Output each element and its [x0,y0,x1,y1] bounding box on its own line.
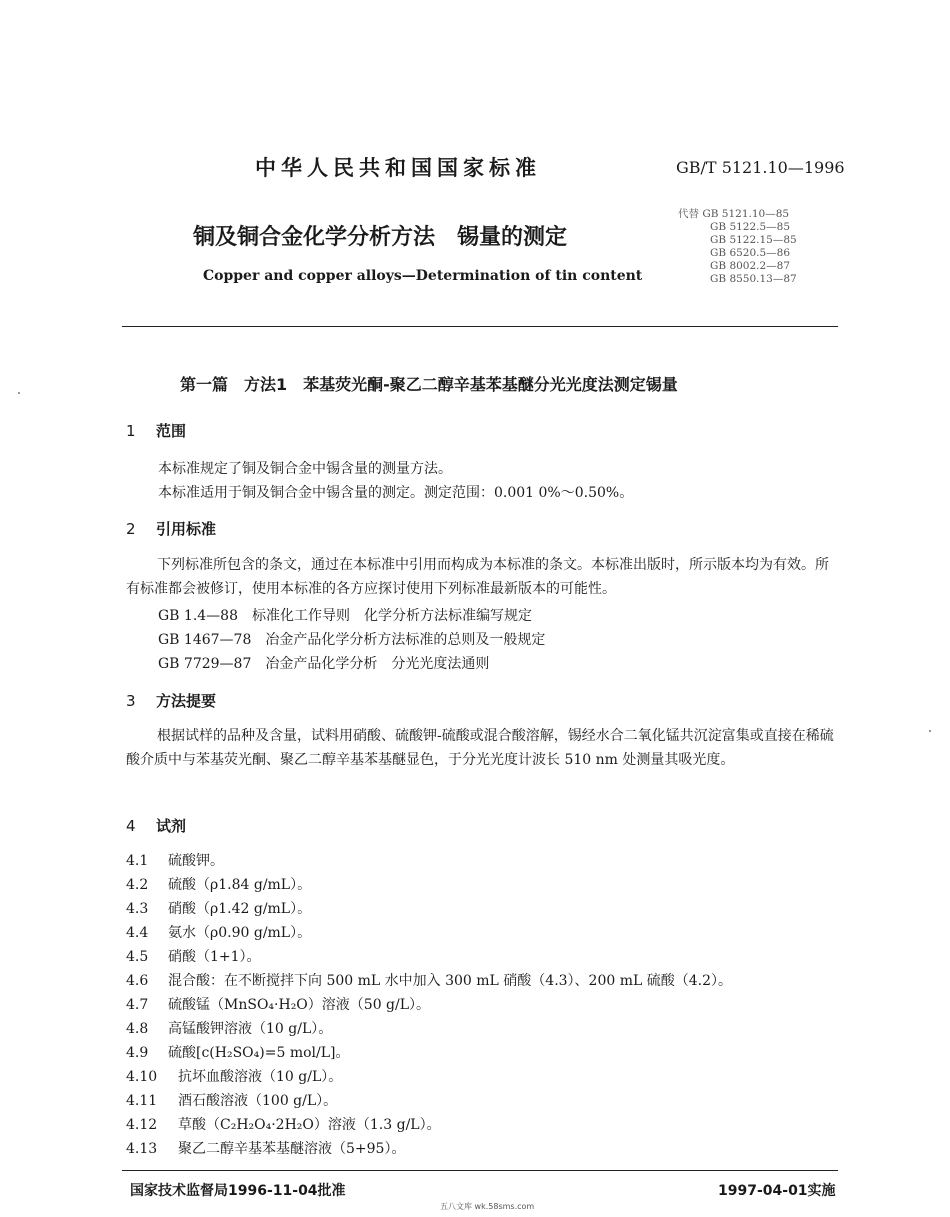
section-number: 1 [126,422,136,440]
paragraph [126,553,838,601]
replaces-item: GB 6520.5—86 [710,247,791,259]
footer-divider [122,1170,838,1171]
replaces-item: 代替 GB 5121.10—85 [678,208,790,220]
section-number: 2 [126,520,136,538]
section-title: 试剂 [156,817,187,835]
agency-title: 中华人民共和国国家标准 [255,156,541,180]
section-number: 4 [126,817,136,835]
reference-item: GB 7729—87 冶金产品化学分析 分光光度法通则 [158,656,490,672]
scan-speck [929,730,931,732]
section-title: 范围 [156,422,187,440]
section-title: 方法提要 [156,692,217,710]
part-title: 第一篇 方法1 苯基荧光酮-聚乙二醇辛基苯基醚分光光度法测定锡量 [180,375,678,394]
paragraph [126,724,838,772]
watermark-text: 五八文库 wk.58sms.com [440,1202,535,1211]
reagent-item: 4.3 硝酸（ρ1.42 g/mL）。 [126,901,312,917]
replaces-item: GB 5122.15—85 [710,234,797,246]
replaces-item: GB 8550.13—87 [710,273,797,285]
section-heading-3 [126,690,216,711]
section-heading-4 [126,815,186,836]
standard-code: GB/T 5121.10—1996 [676,158,845,177]
paragraph-text: 根据试样的品种及含量，试料用硝酸、硫酸钾-硫酸或混合酸溶解，锡经水合二氧化锰共沉淀富集或直接在稀硫酸介质中与苯基荧光酮、聚乙二醇辛基苯基醚显色，于分光光度计波长 510 nm 处测量其吸光度。 [126,728,834,768]
reagent-item: 4.1 硫酸钾。 [126,853,224,869]
paragraph: 本标准规定了铜及铜合金中锡含量的测量方法。 [158,461,452,477]
section-heading-2 [126,518,216,539]
reagent-item: 4.6 混合酸：在不断搅拌下向 500 mL 水中加入 300 mL 硝酸（4.3）、200 mL 硫酸（4.2）。 [126,973,733,989]
header-divider [122,326,838,327]
replaces-list [678,208,797,286]
reagent-item: 4.4 氨水（ρ0.90 g/mL）。 [126,925,312,941]
reagent-item: 4.12 草酸（C₂H₂O₄·2H₂O）溶液（1.3 g/L）。 [126,1117,441,1133]
reagent-item: 4.5 硝酸（1+1）。 [126,949,261,965]
reagent-item: 4.9 硫酸[c(H₂SO₄)=5 mol/L]。 [126,1045,350,1061]
paragraph: 本标准适用于铜及铜合金中锡含量的测定。测定范围：0.001 0%～0.50%。 [158,485,634,501]
document-title-en: Copper and copper alloys—Determination of tin content [203,268,643,284]
reagent-item: 4.8 高锰酸钾溶液（10 g/L）。 [126,1021,333,1037]
reagent-item: 4.11 酒石酸溶液（100 g/L）。 [126,1093,338,1109]
scan-speck [18,392,20,394]
reagent-item: 4.13 聚乙二醇辛基苯基醚溶液（5+95）。 [126,1141,406,1157]
replaces-item: GB 5122.5—85 [710,221,791,233]
section-heading-1 [126,420,186,441]
reagent-item: 4.10 抗坏血酸溶液（10 g/L）。 [126,1069,343,1085]
replaces-item: GB 8002.2—87 [710,260,791,272]
section-title: 引用标准 [156,520,217,538]
section-number: 3 [126,692,136,710]
reference-item: GB 1.4—88 标准化工作导则 化学分析方法标准编写规定 [158,608,532,624]
reference-item: GB 1467—78 冶金产品化学分析方法标准的总则及一般规定 [158,632,546,648]
reagent-item: 4.2 硫酸（ρ1.84 g/mL）。 [126,877,312,893]
effective-date: 1997-04-01实施 [718,1183,836,1199]
issue-date: 国家技术监督局1996-11-04批准 [130,1183,346,1199]
reagent-item: 4.7 硫酸锰（MnSO₄·H₂O）溶液（50 g/L）。 [126,997,431,1013]
paragraph-text: 下列标准所包含的条文，通过在本标准中引用而构成为本标准的条文。本标准出版时，所示版本均为有效。所有标准都会被修订，使用本标准的各方应探讨使用下列标准最新版本的可能性。 [126,557,829,597]
document-title-cn: 铜及铜合金化学分析方法 锡量的测定 [193,225,568,250]
